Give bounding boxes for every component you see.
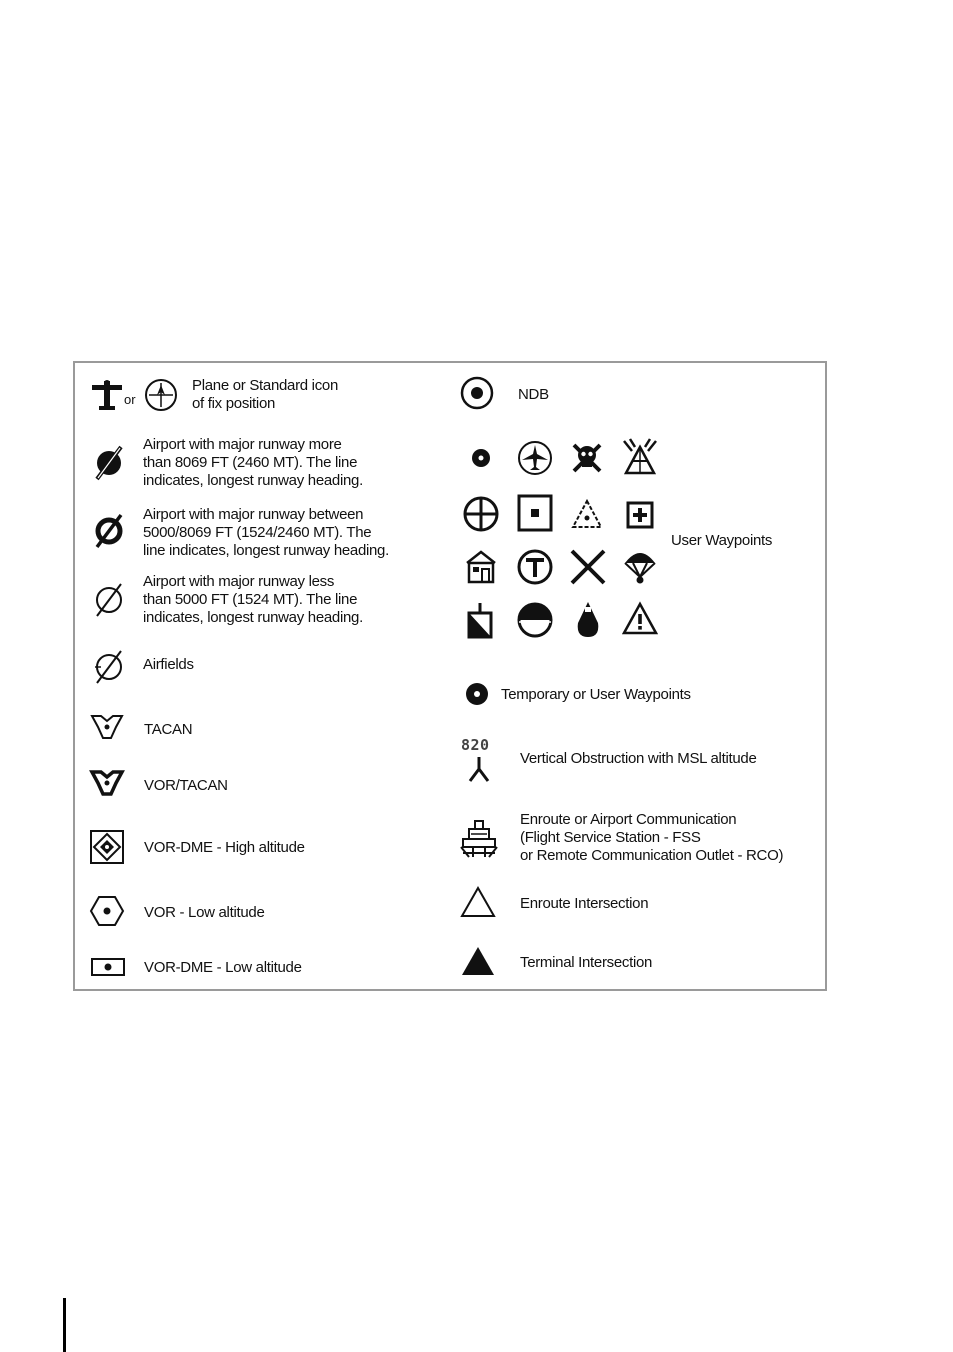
communication-station-icon [459,819,499,859]
vor-low-icon [89,894,125,928]
user-waypoints-text: User Waypoints [671,532,773,549]
tacan-text: TACAN [144,721,193,738]
tacan-icon [89,712,125,742]
airport-major-between-text: Airport with major runway between 5000/8069 FT (1524/2460 MT). The line indicates, longest runway heading. [143,506,389,559]
airport-large-icon [91,443,127,483]
parachute-icon [622,547,658,587]
vor-low-text: VOR - Low altitude [144,904,265,921]
first-aid-icon [625,500,655,530]
airport-medium-icon [91,511,127,551]
half-dome-icon [516,601,554,639]
standard-fix-icon [143,377,179,413]
vor-dme-high-icon [89,829,125,865]
airport-major-less-text: Airport with major runway less than 5000 FT (1524 MT). The line indicates, longest runway heading. [143,573,363,626]
airplane-waypoint-icon [516,439,554,477]
vor-dme-high-text: VOR-DME - High altitude [144,839,305,856]
flag-box-icon [464,601,498,641]
or-label: or [124,392,136,407]
building-icon [464,549,498,585]
warning-triangle-icon [622,601,658,637]
enroute-airport-communication-text: Enroute or Airport Communication (Flight Service Station - FSS or Remote Communication Outlet - RCO) [520,811,784,864]
terminal-intersection-text: Terminal Intersection [520,954,653,971]
airfield-icon [91,647,127,687]
page-margin-bar [63,1298,66,1352]
ndb-text: NDB [518,386,549,403]
terminal-intersection-icon [459,944,497,978]
user-waypoint-grid [458,435,668,645]
airport-small-icon [91,580,127,620]
plane-or-standard-text: Plane or Standard icon of fix position [192,377,339,412]
dashed-triangle-icon [570,497,604,531]
vor-tacan-text: VOR/TACAN [144,777,228,794]
temporary-waypoint-icon [461,678,493,710]
circle-cross-icon [462,495,500,533]
map-symbols-legend [73,361,827,991]
vor-dme-low-text: VOR-DME - Low altitude [144,959,302,976]
drop-icon [574,599,602,641]
enroute-intersection-icon [459,885,497,919]
square-dot-icon [516,493,554,533]
x-mark-icon [568,547,608,587]
skull-crossbones-icon [568,439,606,477]
tower-waypoint-icon [620,437,660,477]
airport-major-more-text: Airport with major runway more than 8069 FT (2460 MT). The line indicates, longest runway heading. [143,436,363,489]
ndb-icon [459,375,495,411]
vor-dme-low-icon [91,957,125,979]
obstruction-tower-icon [467,755,491,783]
temporary-waypoints-text: Temporary or User Waypoints [501,686,691,703]
obstruction-altitude-label: 820 [461,736,490,754]
plane-icon [89,377,125,413]
vor-tacan-icon [89,768,125,798]
airfields-text: Airfields [143,656,194,673]
enroute-intersection-text: Enroute Intersection [520,895,649,912]
vertical-obstruction-text: Vertical Obstruction with MSL altitude [520,750,757,767]
circle-t-icon [516,548,554,586]
dot-waypoint-icon [464,441,498,475]
